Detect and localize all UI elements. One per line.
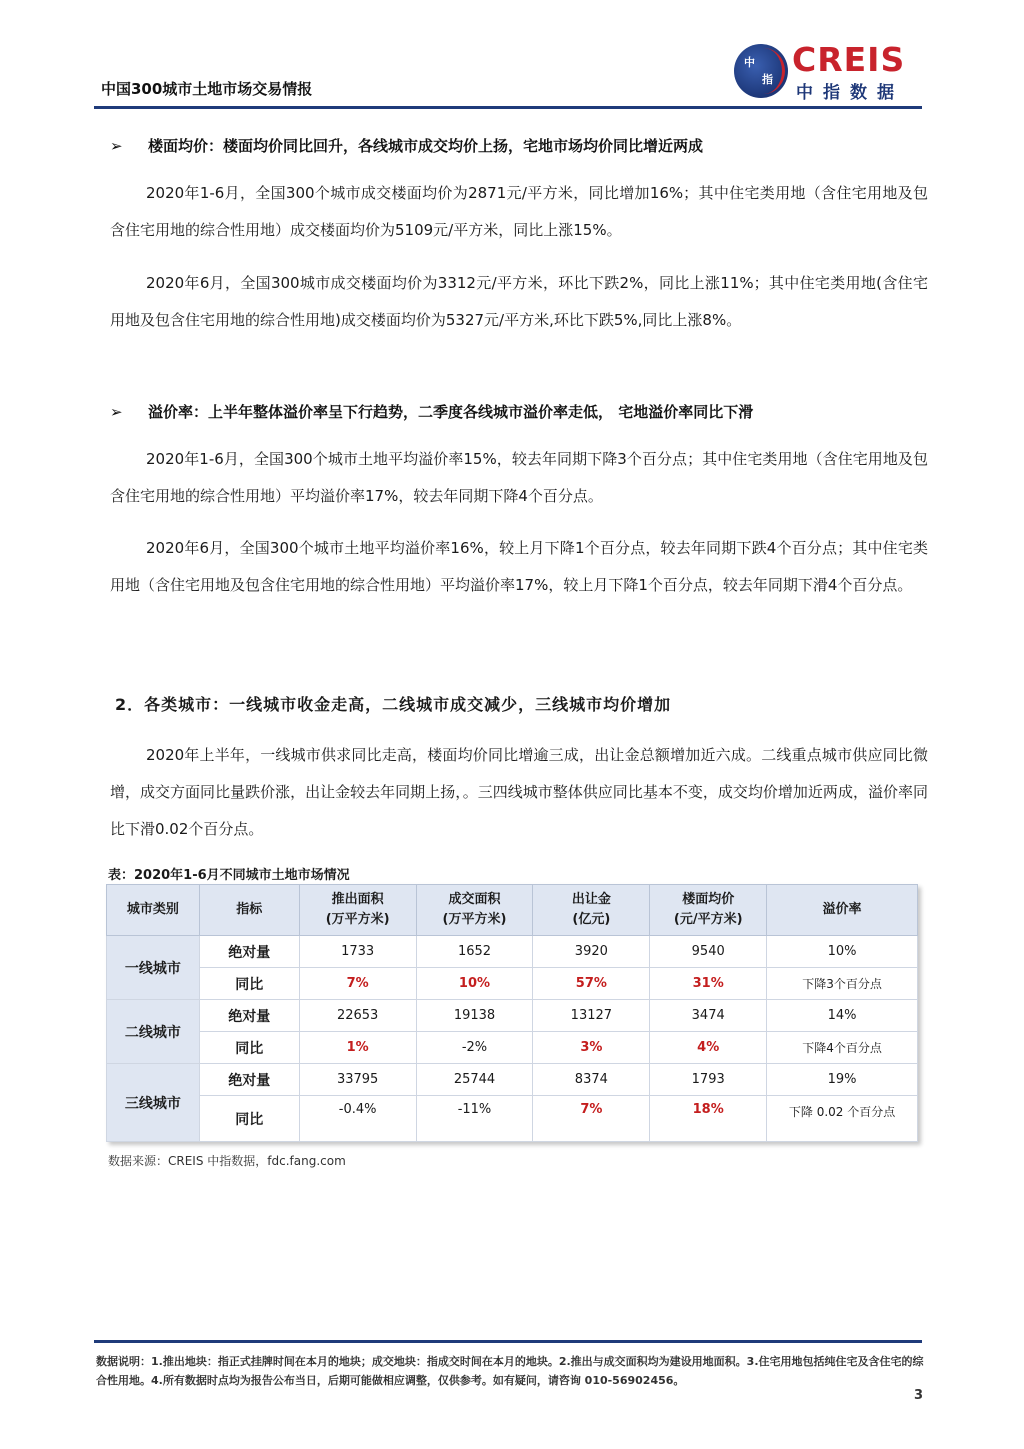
header-premium-rate: 溢价率 [767,885,918,936]
header-supply-area: 推出面积 (万平方米) [299,885,416,936]
city-tier-label: 二线城市 [107,1000,200,1064]
table-cell: 下降 0.02 个百分点 [767,1096,918,1142]
table-cell: 13127 [533,1000,650,1032]
table-row [107,1096,918,1142]
city-land-market-table [106,884,918,1142]
bullet-premium-text: 溢价率：上半年整体溢价率呈下行趋势，二季度各线城市溢价率走低， 宅地溢价率同比下滑 [148,403,754,421]
table-cell: 19% [767,1064,918,1096]
table-cell: 1652 [416,936,533,968]
city-tier-label: 一线城市 [107,936,200,1000]
table-cell: 7% [533,1096,650,1142]
paragraph-premium-june: 2020年6月，全国300个城市土地平均溢价率16%，较上月下降1个百分点，较去年同期下跌4个百分点；其中住宅类用地（含住宅用地及包含住宅用地的综合性用地）平均溢价率17%，较上月下降1个百分点，较去年同期下滑4个百分点。 [110,539,928,594]
table-cell: 8374 [533,1064,650,1096]
table-caption: 表：2020年1-6月不同城市土地市场情况 [108,868,350,883]
paragraph-price-june: 2020年6月，全国300城市成交楼面均价为3312元/平方米，环比下跌2%，同比上涨11%；其中住宅类用地(含住宅用地及包含住宅用地的综合性用地)成交楼面均价为5327元/平方米,环比下跌5%,同比上涨8%。 [110,274,928,329]
table-cell: 1733 [299,936,416,968]
city-tier-label: 三线城市 [107,1064,200,1142]
arrow-bullet-icon: ➢ [110,403,123,421]
indicator-label: 同比 [199,1032,299,1064]
footer-data-note: 数据说明：1.推出地块：指正式挂牌时间在本月的地块；成交地块：指成交时间在本月的地块。2.推出与成交面积均为建设用地面积。3.住宅用地包括纯住宅及含住宅的综合性用地。4.所有数据时点均为报告公布当日，后期可能做相应调整，仅供参考。如有疑问，请咨询 010-56902456。 [96,1355,924,1387]
bullet-price-heading [110,135,703,156]
table-cell: 7% [299,968,416,1000]
table-row [107,1032,918,1064]
logo-circle-char-2: 指 [762,73,773,86]
table-cell: 31% [650,968,767,1000]
arrow-bullet-icon: ➢ [110,137,123,155]
bullet-premium-heading [110,401,753,422]
paragraph-premium-h1: 2020年1-6月，全国300个城市土地平均溢价率15%，较去年同期下降3个百分点；其中住宅类用地（含住宅用地及包含住宅用地的综合性用地）平均溢价率17%，较去年同期下降4个百分点。 [110,450,928,505]
header-revenue: 出让金 (亿元) [533,885,650,936]
footer-divider [94,1340,922,1343]
table-cell: 1% [299,1032,416,1064]
table-cell: 1793 [650,1064,767,1096]
table-cell: -2% [416,1032,533,1064]
table-cell: 14% [767,1000,918,1032]
indicator-label: 绝对量 [199,1064,299,1096]
header-floor-price: 楼面均价 (元/平方米) [650,885,767,936]
table-row [107,1000,918,1032]
indicator-label: 绝对量 [199,936,299,968]
indicator-label: 同比 [199,968,299,1000]
creis-logo [734,42,930,104]
header-indicator: 指标 [199,885,299,936]
table-cell: 25744 [416,1064,533,1096]
paragraph-cities: 2020年上半年，一线城市供求同比走高，楼面均价同比增逾三成，出让金总额增加近六成。二线重点城市供应同比微增，成交方面同比量跌价涨，出让金较去年同期上扬，。三四线城市整体供应同比基本不变，成交均价增加近两成，溢价率同比下滑0.02个百分点。 [110,746,928,838]
section-heading-cities: 2．各类城市：一线城市收金走高，二线城市成交减少，三线城市均价增加 [115,695,672,714]
table-row [107,1064,918,1096]
page-number: 3 [914,1388,924,1403]
header-city-type: 城市类别 [107,885,200,936]
table-cell: 3920 [533,936,650,968]
table-cell: 10% [767,936,918,968]
table-cell: 18% [650,1096,767,1142]
table-cell: 3474 [650,1000,767,1032]
header-divider [94,106,922,109]
header-deal-area: 成交面积 (万平方米) [416,885,533,936]
table-cell: 22653 [299,1000,416,1032]
table-cell: 33795 [299,1064,416,1096]
table-cell: 10% [416,968,533,1000]
logo-brand: CREIS [792,40,906,79]
data-source-note: 数据来源：CREIS 中指数据，fdc.fang.com [108,1154,346,1168]
report-title: 中国300城市土地市场交易情报 [101,80,313,98]
logo-emblem-icon [734,44,788,98]
indicator-label: 同比 [199,1096,299,1142]
table-cell: 4% [650,1032,767,1064]
table-cell: -0.4% [299,1096,416,1142]
logo-circle-char-1: 中 [744,56,755,69]
table-cell: -11% [416,1096,533,1142]
table-row [107,968,918,1000]
bullet-price-text: 楼面均价：楼面均价同比回升，各线城市成交均价上扬，宅地市场均价同比增近两成 [148,137,704,155]
table-header-row [107,885,918,936]
table-cell: 9540 [650,936,767,968]
logo-subtitle: 中指数据 [796,83,904,103]
table-cell: 19138 [416,1000,533,1032]
table-row [107,936,918,968]
indicator-label: 绝对量 [199,1000,299,1032]
paragraph-price-h1: 2020年1-6月，全国300个城市成交楼面均价为2871元/平方米，同比增加16%；其中住宅类用地（含住宅用地及包含住宅用地的综合性用地）成交楼面均价为5109元/平方米，同比上涨15%。 [110,184,928,239]
table-cell: 57% [533,968,650,1000]
table-cell: 3% [533,1032,650,1064]
table-cell: 下降4个百分点 [767,1032,918,1064]
table-cell: 下降3个百分点 [767,968,918,1000]
